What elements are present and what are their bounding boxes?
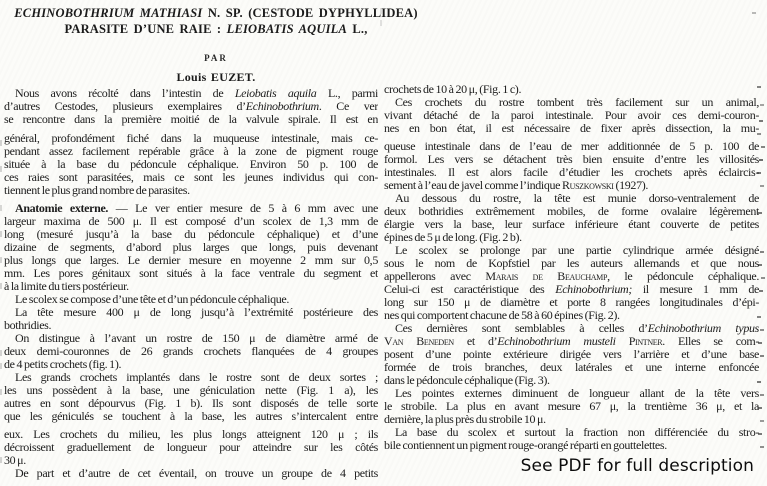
- text-line: mm. Les pores génitaux sont situés à la face ventrale du segment et: [4, 267, 378, 280]
- paragraph-block: [4, 87, 378, 126]
- paper-title-line2: PARASITE D’UNE RAIE : LEIOBATIS AQUILA L.,: [64, 22, 368, 36]
- paragraph-block: [384, 83, 759, 96]
- text-line: d’autres Cestodes, plusieurs exemplaires d’Echinobothrium. Ce ver: [4, 100, 378, 113]
- paragraph-block: [384, 426, 759, 452]
- text-line: pendant assez facilement repérable grâce à la zone de pigment rouge: [4, 145, 378, 158]
- text-line: crochets de 10 à 20 μ, (Fig. 1 c).: [384, 83, 522, 96]
- paragraph-block: [4, 467, 378, 480]
- text-line: nes en bon état, il est nécessaire de fixer après dissection, la mu-: [384, 122, 759, 135]
- text-line: sous le nom de Kopfstiel par les auteurs allemands et que nous: [384, 257, 759, 270]
- text-line: On distingue à l’avant un rostre de 150 μ de diamètre armé de: [15, 332, 378, 345]
- text-line: Au dessous du rostre, la tête est munie dorso-ventralement de: [395, 192, 759, 205]
- text-line: long (mesuré jusqu’à la base du pédoncule céphalique) et d’une: [4, 228, 378, 241]
- paragraph-block: [384, 244, 759, 322]
- text-line: bothridies.: [4, 319, 52, 332]
- text-line: largeur maxima de 500 μ. Il est composé d’un scolex de 1,3 mm de: [4, 215, 378, 228]
- paragraph-block: [4, 428, 378, 467]
- text-line: 30 μ.: [4, 454, 26, 467]
- text-column-left: [4, 87, 378, 480]
- text-line: formée de trois branches, deux latérales et une interne enfoncée: [384, 361, 759, 374]
- paragraph-block: [384, 140, 759, 192]
- paragraph-block: [4, 132, 378, 197]
- text-line: eux. Les crochets du milieu, les plus longs atteignent 120 μ ; ils: [4, 428, 378, 441]
- paragraph-block: [4, 202, 378, 293]
- text-line: Anatomie externe. — Le ver entier mesure de 5 à 6 mm avec une: [15, 202, 378, 215]
- text-line: général, profondément fiché dans la muqueuse intestinale, mais ce-: [4, 132, 378, 145]
- text-line: De part et d’autre de cet éventail, on trouve un groupe de 4 petits: [15, 467, 378, 480]
- text-line: épines de 5 μ de long. (Fig. 2 b).: [384, 231, 522, 244]
- paragraph-block: [4, 306, 378, 332]
- text-line: La tête mesure 400 μ de long jusqu’à l’extrémité postérieure des: [15, 306, 378, 319]
- paragraph-block: [4, 371, 378, 423]
- text-line: Le scolex se prolonge par une partie cylindrique armée désigné: [395, 244, 759, 257]
- text-line: dernière, la plus près du strobile 10 μ.: [384, 413, 546, 426]
- text-line: deux demi-couronnes de 26 grands crochets flanquées de 4 groupes: [4, 345, 378, 358]
- text-line: décroissent graduellement de longueur pour atteindre sur les côtés: [4, 441, 378, 454]
- text-line: élargie vers la base, leur surface inférieure étant couverte de petites: [384, 218, 759, 231]
- text-line: Ces dernières sont semblables à celles d’Echinobothrium typus: [395, 322, 759, 335]
- text-line: à la limite du tiers postérieur.: [4, 280, 129, 293]
- text-line: se rencontre dans la première moitié de la valvule spirale. Il est en: [4, 113, 378, 126]
- paragraph-block: [4, 293, 378, 306]
- text-line: les uns possèdent à la base, une géniculation nette (Fig. 1 a), les: [4, 384, 378, 397]
- text-line: dizaine de segments, d’abord plus larges que longs, puis devenant: [4, 241, 378, 254]
- text-line: Ces crochets du rostre tombent très facilement sur un animal,: [395, 96, 759, 109]
- text-line: Celui-ci est caractéristique des Echinobothrium; il mesure 1 mm de: [384, 283, 759, 296]
- paragraph-block: [384, 96, 759, 135]
- text-line: deux bothridies extrêmement mobiles, de forme ovalaire légèrement: [384, 205, 759, 218]
- text-line: Van Beneden et d’Echinobothrium musteli Pintner. Elles se com-: [384, 335, 759, 348]
- text-line: autres en sont dépourvus (Fig. 1 b). Ils sont disposés de telle sorte: [4, 397, 378, 410]
- see-pdf-note: See PDF for full description: [520, 456, 754, 476]
- text-line: dans le pédoncule céphalique (Fig. 3).: [384, 374, 550, 387]
- text-line: vivant détaché de la paroi intestinale. Pour avoir ces demi-couron-: [384, 109, 759, 122]
- text-column-right: [384, 83, 759, 452]
- paragraph-block: [384, 387, 759, 426]
- text-line: nes qui comportent chacune de 58 à 60 épines (Fig. 2).: [384, 309, 620, 322]
- text-line: de 4 petits crochets (fig. 1).: [4, 358, 122, 371]
- paper-title-line1: ECHINOBOTHRIUM MATHIASI N. SP. (CESTODE DYPHYLLIDEA): [14, 6, 418, 20]
- text-line: ces raies sont parasitées, mais ce sont les jeunes individus qui con-: [4, 171, 378, 184]
- paper-header: [0, 6, 432, 85]
- text-line: queuse intestinale dans de l’eau de mer additionnée de 5 p. 100 de: [384, 140, 759, 153]
- scan-edge-artifacts-right: [0, 0, 4, 2]
- text-line: formol. Les vers se détachent très bien ensuite d’entre les villosités: [384, 153, 759, 166]
- text-line: Les pointes externes diminuent de longueur allant de la tête vers: [395, 387, 759, 400]
- text-line: bile contiennent un pigment rouge-orangé réparti en gouttelettes.: [384, 439, 667, 452]
- text-line: Nous avons récolté dans l’intestin de Leiobatis aquila L., parmi: [15, 87, 378, 100]
- text-line: le strobile. La plus en avant mesure 67 μ, la trentième 36 μ, et la: [384, 400, 759, 413]
- text-line: posent d’une pointe extérieure dirigée vers l’arrière et d’une base: [384, 348, 759, 361]
- paragraph-block: [4, 332, 378, 371]
- text-line: que les géniculés se touchent à la base, les autres s’intercalent entre: [4, 410, 378, 423]
- text-line: Le scolex se compose d’une tête et d’un pédoncule céphalique.: [15, 293, 289, 306]
- text-line: sement à l’eau de javel comme l’indique Ruszkowski (1927).: [384, 179, 649, 192]
- text-line: long sur 150 μ de diamètre et porte 8 rangées longitudinales d’épi-: [384, 296, 759, 309]
- author-name: Louis EUZET.: [176, 70, 256, 84]
- text-line: tiennent le plus grand nombre de parasites.: [4, 184, 190, 197]
- text-line: intestinales. Il est alors facile d’étudier les crochets après éclaircis-: [384, 166, 759, 179]
- byline-par: PAR: [204, 53, 228, 63]
- text-line: La base du scolex et surtout la fraction non différenciée du stro-: [395, 426, 759, 439]
- paragraph-block: [384, 322, 759, 387]
- text-line: plus longs que larges. Le dernier mesure en moyenne 2 mm sur 0,5: [4, 254, 378, 267]
- text-line: appellerons avec Marais de Beauchamp, le pédoncule céphalique.: [384, 270, 759, 283]
- paragraph-block: [384, 192, 759, 244]
- text-line: située à la base du pédoncule céphalique. Environ 50 p. 100 de: [4, 158, 378, 171]
- text-line: Les grands crochets implantés dans le rostre sont de deux sortes ;: [15, 371, 378, 384]
